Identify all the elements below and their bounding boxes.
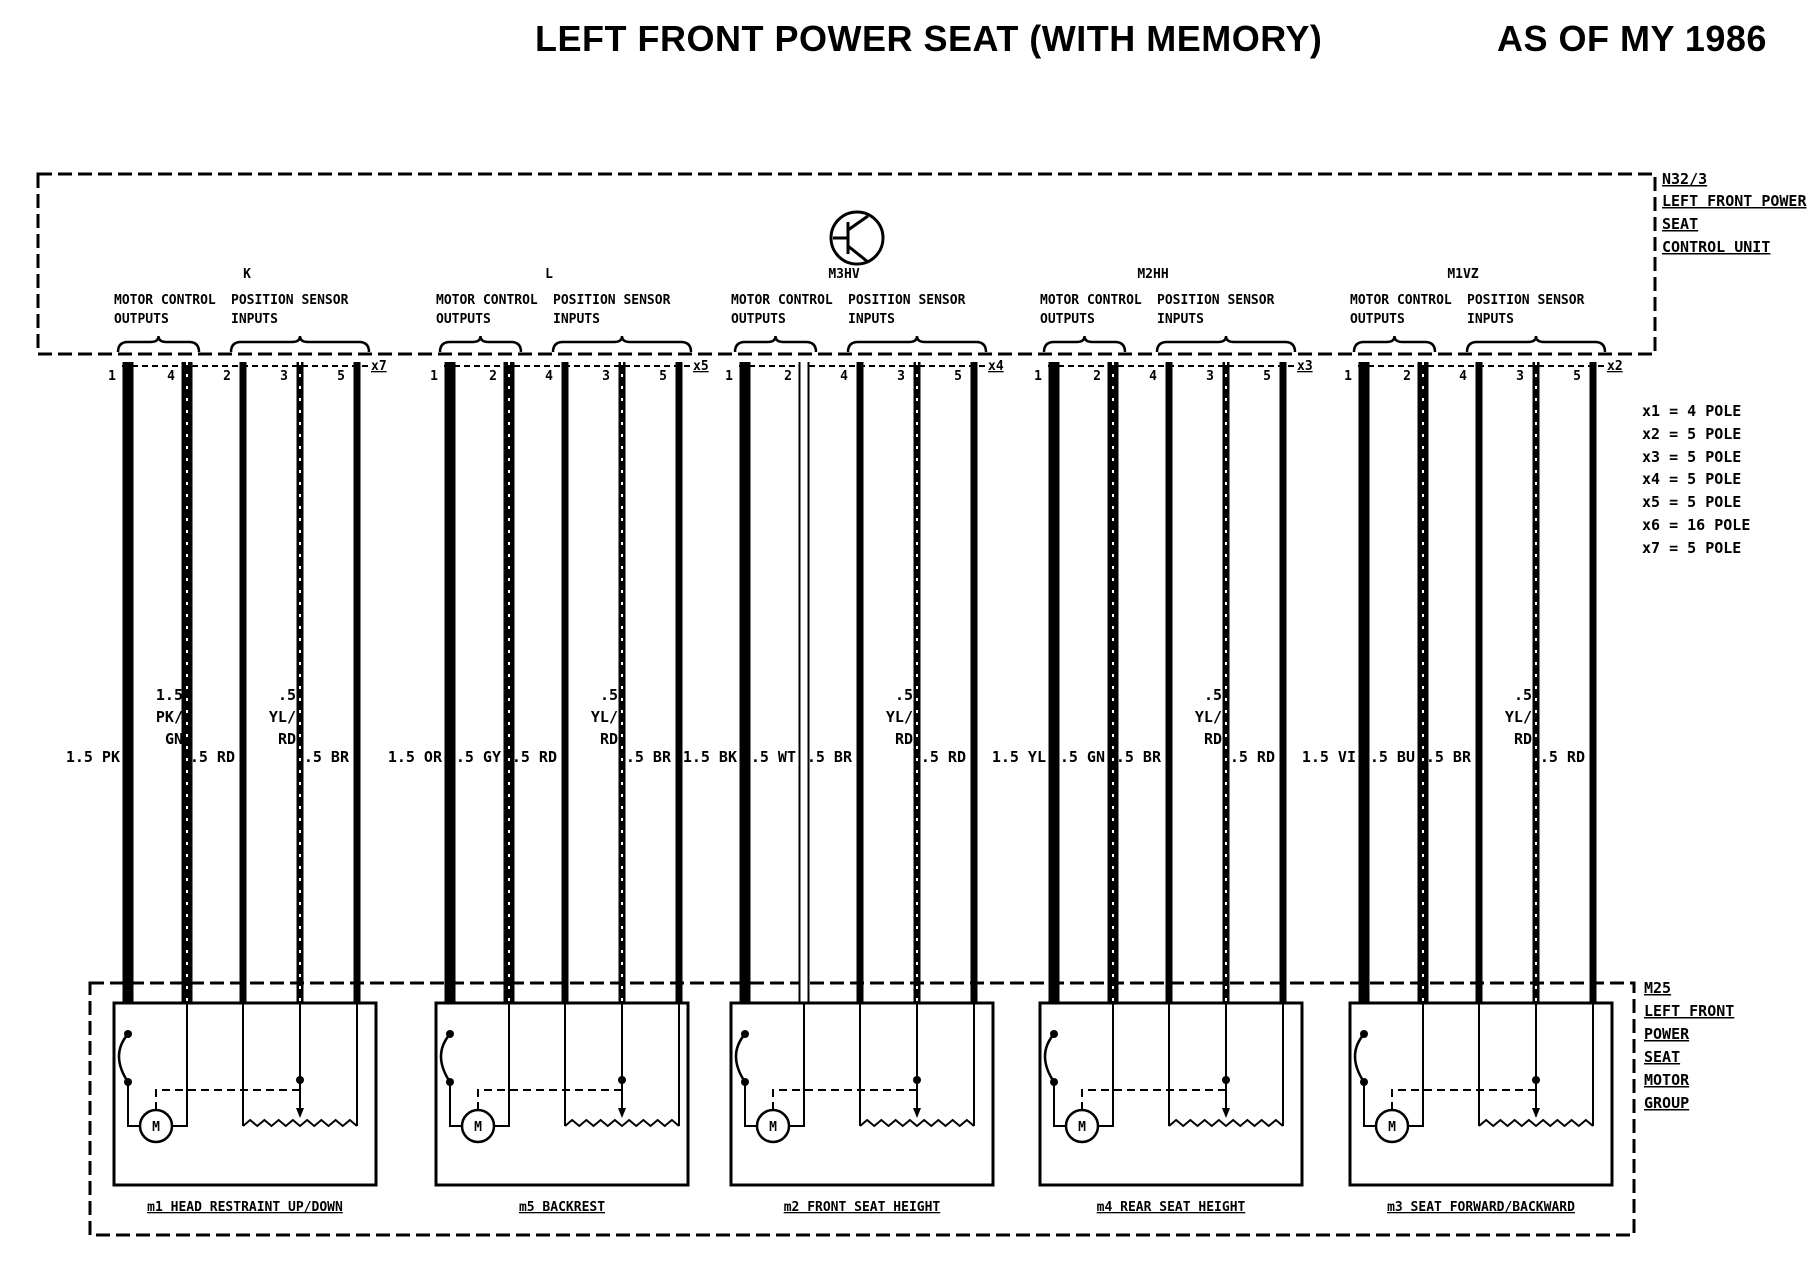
mechanical-link <box>1392 1090 1536 1110</box>
control-unit-box <box>38 174 1655 354</box>
motor-group-label-line: LEFT FRONT <box>1644 1002 1735 1020</box>
connector-label: x4 <box>988 359 1004 374</box>
group-label: L <box>545 267 553 282</box>
sensor-inputs-title: INPUTS <box>1467 312 1514 327</box>
motor-outputs-title: MOTOR CONTROL <box>731 293 833 308</box>
motor-lead <box>1408 1003 1423 1126</box>
motor-outputs-title: OUTPUTS <box>436 312 491 327</box>
wiper-arrow <box>296 1108 304 1118</box>
motor-outputs-title: OUTPUTS <box>731 312 786 327</box>
wire-label: 1.5 GN <box>1050 748 1105 766</box>
wire-label: .5 BR <box>625 748 671 766</box>
wire-label: .5 BR <box>1425 748 1471 766</box>
wire-label-part: YL/ <box>885 708 913 726</box>
pin-number: 1 <box>725 369 733 384</box>
diagram-title: LEFT FRONT POWER SEAT (WITH MEMORY) <box>535 18 1323 59</box>
wire-label: 1.5 GY <box>446 748 501 766</box>
control-unit-label-line: N32/3 <box>1662 170 1708 188</box>
wire-label-part: GN <box>164 730 183 748</box>
motor-group-label-line: SEAT <box>1644 1048 1681 1066</box>
limit-switch <box>441 1034 450 1082</box>
pin-number: 3 <box>897 369 905 384</box>
circuit-k <box>66 267 387 1215</box>
motor-lead <box>1364 1082 1376 1126</box>
sensor-inputs-title: INPUTS <box>1157 312 1204 327</box>
motor-lead <box>128 1082 140 1126</box>
sensor-inputs-title: POSITION SENSOR <box>231 293 349 308</box>
motor-box <box>114 1003 376 1185</box>
wiper-joint <box>618 1076 626 1084</box>
connector-legend-item: x2 = 5 POLE <box>1642 425 1742 443</box>
mechanical-link <box>156 1090 300 1110</box>
bracket <box>553 336 691 352</box>
motor-outputs-title: MOTOR CONTROL <box>1350 293 1452 308</box>
transistor-icon <box>831 212 883 264</box>
motor-lead <box>450 1082 462 1126</box>
motor-name: m5 BACKREST <box>518 1200 606 1215</box>
motor-box <box>1040 1003 1302 1185</box>
connector-legend-item: x5 = 5 POLE <box>1642 493 1742 511</box>
wire-label: 1.5 YL <box>991 748 1046 766</box>
motor-outputs-title: OUTPUTS <box>114 312 169 327</box>
connector-legend-item: x1 = 4 POLE <box>1642 402 1742 420</box>
wire-label <box>1195 686 1222 748</box>
control-unit-label-line: SEAT <box>1662 215 1699 233</box>
potentiometer <box>860 1120 974 1126</box>
sensor-inputs-title: POSITION SENSOR <box>1157 293 1275 308</box>
pin-number: 5 <box>1263 369 1271 384</box>
wire-label-part: .5 <box>277 686 296 704</box>
pin-number: 1 <box>430 369 438 384</box>
pin-number: 3 <box>280 369 288 384</box>
motor-box <box>731 1003 993 1185</box>
wire-label-part: RD <box>277 730 296 748</box>
sensor-inputs-title: INPUTS <box>848 312 895 327</box>
pin-number: 5 <box>954 369 962 384</box>
bracket <box>231 336 369 352</box>
bracket <box>1044 336 1125 352</box>
limit-switch <box>119 1034 128 1082</box>
pin-number: 3 <box>1206 369 1214 384</box>
wire-label-part: .5 <box>599 686 618 704</box>
sensor-inputs-title: POSITION SENSOR <box>1467 293 1585 308</box>
wire-label <box>886 686 913 748</box>
wire-label: .5 BR <box>1115 748 1161 766</box>
wire-label-part: RD <box>894 730 913 748</box>
wire-label: .5 RD <box>1229 748 1275 766</box>
wiper-joint <box>913 1076 921 1084</box>
switch-contact <box>124 1030 132 1038</box>
wiper-joint <box>296 1076 304 1084</box>
motor-outputs-title: OUTPUTS <box>1040 312 1095 327</box>
wire-label: .5 RD <box>189 748 235 766</box>
circuit-m3hv <box>683 267 1004 1215</box>
wire-label <box>156 686 183 748</box>
wire-label-part: YL/ <box>590 708 618 726</box>
mechanical-link <box>1082 1090 1226 1110</box>
connector-label: x3 <box>1297 359 1313 374</box>
connector-legend <box>1642 402 1750 557</box>
switch-contact <box>741 1030 749 1038</box>
motor-box <box>1350 1003 1612 1185</box>
pin-number: 4 <box>840 369 848 384</box>
wire-label-part: YL/ <box>1194 708 1222 726</box>
wire-label: .5 BR <box>806 748 852 766</box>
switch-contact <box>1050 1030 1058 1038</box>
pin-number: 2 <box>223 369 231 384</box>
potentiometer <box>1479 1120 1593 1126</box>
pin-number: 1 <box>1344 369 1352 384</box>
sensor-inputs-title: POSITION SENSOR <box>848 293 966 308</box>
wire-label: 1.5 BU <box>1360 748 1415 766</box>
wiper-arrow <box>618 1108 626 1118</box>
motor-symbol: M <box>474 1120 482 1135</box>
wire-label: 1.5 PK <box>65 748 120 766</box>
group-label: M1VZ <box>1447 267 1479 282</box>
bracket <box>1467 336 1605 352</box>
wire-label: .5 RD <box>1539 748 1585 766</box>
wire-label-part: YL/ <box>268 708 296 726</box>
motor-symbol: M <box>769 1120 777 1135</box>
limit-switch <box>1045 1034 1054 1082</box>
pin-number: 5 <box>659 369 667 384</box>
pin-number: 1 <box>108 369 116 384</box>
group-label: M2HH <box>1137 267 1169 282</box>
limit-switch <box>1355 1034 1364 1082</box>
motor-outputs-title: MOTOR CONTROL <box>1040 293 1142 308</box>
connector-legend-item: x7 = 5 POLE <box>1642 539 1742 557</box>
wire-label: .5 BR <box>303 748 349 766</box>
wire-label-part: RD <box>599 730 618 748</box>
pin-number: 3 <box>602 369 610 384</box>
pin-number: 2 <box>1403 369 1411 384</box>
potentiometer <box>1169 1120 1283 1126</box>
pin-number: 5 <box>337 369 345 384</box>
connector-legend-item: x4 = 5 POLE <box>1642 470 1742 488</box>
wire-label: 1.5 OR <box>387 748 442 766</box>
wire-label <box>591 686 618 748</box>
wire-label: 1.5 BK <box>682 748 737 766</box>
wire-label-part: RD <box>1513 730 1532 748</box>
motor-name: m2 FRONT SEAT HEIGHT <box>783 1200 941 1215</box>
bracket <box>118 336 199 352</box>
switch-contact <box>1360 1030 1368 1038</box>
motor-lead <box>789 1003 804 1126</box>
model-year-label: AS OF MY 1986 <box>1497 18 1767 59</box>
wiper-arrow <box>1222 1108 1230 1118</box>
limit-switch <box>736 1034 745 1082</box>
wiper-arrow <box>1532 1108 1540 1118</box>
bracket <box>735 336 816 352</box>
connector-label: x7 <box>371 359 387 374</box>
motor-name: m1 HEAD RESTRAINT UP/DOWN <box>147 1200 343 1215</box>
motor-box <box>436 1003 688 1185</box>
pin-number: 5 <box>1573 369 1581 384</box>
wiper-joint <box>1222 1076 1230 1084</box>
group-label: K <box>243 267 251 282</box>
motor-group-label-line: MOTOR <box>1644 1071 1690 1089</box>
switch-contact <box>446 1030 454 1038</box>
motor-group-label <box>1644 979 1734 1112</box>
potentiometer <box>565 1120 679 1126</box>
connector-label: x2 <box>1607 359 1623 374</box>
pin-number: 4 <box>167 369 175 384</box>
pin-number: 2 <box>1093 369 1101 384</box>
motor-name: m4 REAR SEAT HEIGHT <box>1096 1200 1246 1215</box>
connector-label: x5 <box>693 359 709 374</box>
wire-label-part: .5 <box>894 686 913 704</box>
control-unit-label <box>1662 170 1807 256</box>
sensor-inputs-title: POSITION SENSOR <box>553 293 671 308</box>
motor-outputs-title: MOTOR CONTROL <box>114 293 216 308</box>
pin-number: 4 <box>1149 369 1157 384</box>
wire-label <box>269 686 296 748</box>
wire-label: 1.5 VI <box>1301 748 1356 766</box>
pin-number: 3 <box>1516 369 1524 384</box>
wire-label-part: .5 <box>1513 686 1532 704</box>
wire-label <box>1505 686 1532 748</box>
wiper-joint <box>1532 1076 1540 1084</box>
motor-name: m3 SEAT FORWARD/BACKWARD <box>1387 1200 1575 1215</box>
motor-outputs-title: OUTPUTS <box>1350 312 1405 327</box>
bracket <box>1157 336 1295 352</box>
motor-lead <box>172 1003 187 1126</box>
sensor-inputs-title: INPUTS <box>231 312 278 327</box>
motor-symbol: M <box>1078 1120 1086 1135</box>
wire-label-part: .5 <box>1203 686 1222 704</box>
connector-legend-item: x3 = 5 POLE <box>1642 448 1742 466</box>
circuit-m2hh <box>992 267 1313 1215</box>
wire-label: .5 RD <box>511 748 557 766</box>
bracket <box>440 336 521 352</box>
wire-label-part: 1.5 <box>155 686 183 704</box>
motor-lead <box>745 1082 757 1126</box>
control-unit-label-line: LEFT FRONT POWER <box>1662 192 1807 210</box>
sensor-inputs-title: INPUTS <box>553 312 600 327</box>
pin-number: 4 <box>545 369 553 384</box>
motor-lead <box>1098 1003 1113 1126</box>
mechanical-link <box>478 1090 622 1110</box>
pin-number: 1 <box>1034 369 1042 384</box>
pin-number: 4 <box>1459 369 1467 384</box>
control-unit-label-line: CONTROL UNIT <box>1662 238 1771 256</box>
motor-symbol: M <box>1388 1120 1396 1135</box>
pin-number: 2 <box>489 369 497 384</box>
bracket <box>848 336 986 352</box>
motor-group-label-line: M25 <box>1644 979 1672 997</box>
motor-symbol: M <box>152 1120 160 1135</box>
wire-label: .5 RD <box>920 748 966 766</box>
pin-number: 2 <box>784 369 792 384</box>
group-label: M3HV <box>828 267 860 282</box>
circuit-m1vz <box>1302 267 1623 1215</box>
wire-label-part: YL/ <box>1504 708 1532 726</box>
motor-group-label-line: POWER <box>1644 1025 1690 1043</box>
connector-legend-item: x6 = 16 POLE <box>1642 516 1751 534</box>
motor-group-box <box>90 983 1634 1235</box>
motor-lead <box>494 1003 509 1126</box>
circuit-l <box>388 267 709 1215</box>
mechanical-link <box>773 1090 917 1110</box>
wire-label-part: PK/ <box>155 708 183 726</box>
motor-lead <box>1054 1082 1066 1126</box>
bracket <box>1354 336 1435 352</box>
potentiometer <box>243 1120 357 1126</box>
wire-label: 1.5 WT <box>741 748 796 766</box>
wire-label-part: RD <box>1203 730 1222 748</box>
motor-group-label-line: GROUP <box>1644 1094 1690 1112</box>
motor-outputs-title: MOTOR CONTROL <box>436 293 538 308</box>
wiper-arrow <box>913 1108 921 1118</box>
